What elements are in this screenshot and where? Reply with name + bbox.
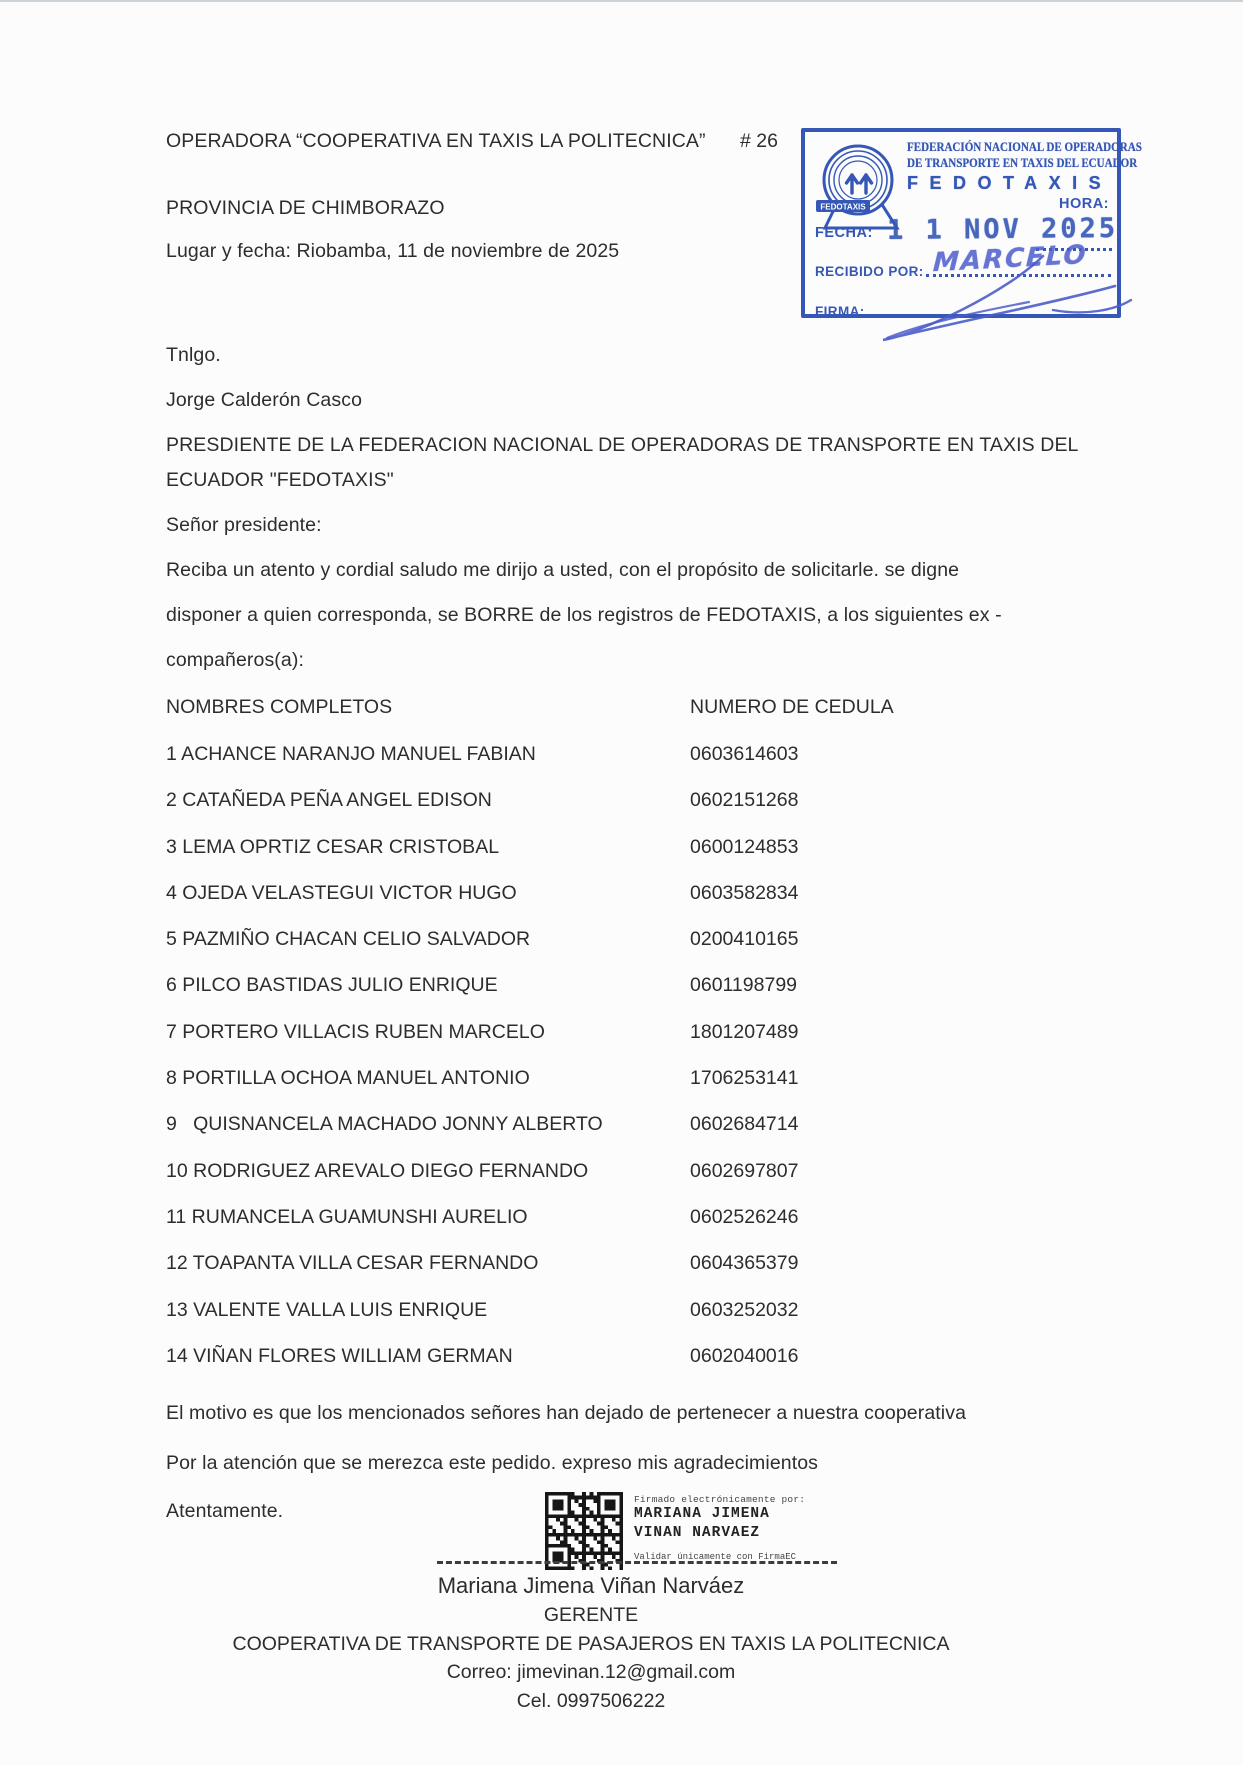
person-name: 4 OJEDA VELASTEGUI VICTOR HUGO <box>166 881 517 904</box>
signer-phone: Cel. 0997506222 <box>516 1689 666 1712</box>
table-row <box>166 1299 1086 1345</box>
cedula-column-header: NUMERO DE CEDULA <box>690 696 894 718</box>
esig-name-line1: MARIANA JIMENA <box>634 1506 770 1522</box>
recibido-label: RECIBIDO POR: <box>815 264 924 279</box>
cedula-number: 0200410165 <box>690 928 799 951</box>
recipient-position-line2: ECUADOR "FEDOTAXIS" <box>166 469 394 491</box>
operator-title: OPERADORA “COOPERATIVA EN TAXIS LA POLITECNICA” <box>166 130 706 152</box>
cedula-number: 0601198799 <box>690 974 798 997</box>
table-row <box>166 1206 1086 1252</box>
cedula-number: 0600124853 <box>690 835 799 858</box>
names-table <box>166 743 1086 1391</box>
cedula-number: 0603252032 <box>690 1298 799 1321</box>
esig-validation-note: Validar únicamente con FirmaEC <box>634 1552 797 1562</box>
person-name: 10 RODRIGUEZ AREVALO DIEGO FERNANDO <box>166 1159 589 1182</box>
table-row <box>166 836 1086 882</box>
signer-email: Correo: jimevinan.12@gmail.com <box>446 1661 736 1683</box>
cedula-number: 0603614603 <box>690 743 799 765</box>
person-name: 2 CATAÑEDA PEÑA ANGEL EDISON <box>166 789 492 812</box>
table-row <box>166 743 1086 789</box>
body-paragraph-line2: disponer a quien corresponda, se BORRE de los registros de FEDOTAXIS, a los siguientes ex - <box>166 604 1002 626</box>
person-name: 13 VALENTE VALLA LUIS ENRIQUE <box>166 1298 488 1321</box>
stamp-org-line2: DE TRANSPORTE EN TAXIS DEL ECUADOR <box>907 154 1138 170</box>
valediction: Atentamente. <box>166 1500 284 1522</box>
body-paragraph-line3: compañeros(a): <box>166 649 304 671</box>
cedula-number: 0602151268 <box>690 789 799 812</box>
person-name: 1 ACHANCE NARANJO MANUEL FABIAN <box>166 743 536 765</box>
table-row <box>166 882 1086 928</box>
stamp-org-line1: FEDERACIÓN NACIONAL DE OPERADORAS <box>907 139 1142 154</box>
signer-name: Mariana Jimena Viñan Narváez <box>437 1573 745 1598</box>
recipient-position-line1: PRESDIENTE DE LA FEDERACION NACIONAL DE OPERADORAS DE TRANSPORTE EN TAXIS DEL <box>166 434 1079 456</box>
cedula-number: 0602684714 <box>690 1113 799 1136</box>
place-date-line: Lugar y fecha: Riobamba, 11 de noviembre de 2025 <box>166 240 620 262</box>
person-name: 7 PORTERO VILLACIS RUBEN MARCELO <box>166 1020 545 1043</box>
table-row <box>166 1160 1086 1206</box>
esig-caption: Firmado electrónicamente por: <box>634 1494 806 1505</box>
table-header-row <box>166 696 1066 719</box>
logo-banner-label: FEDOTAXIS <box>820 202 866 212</box>
handwritten-signature <box>857 250 1137 360</box>
stamp-org-block <box>907 139 1142 194</box>
cedula-number: 0603582834 <box>690 881 799 904</box>
person-name: 12 TOAPANTA VILLA CESAR FERNANDO <box>166 1252 539 1275</box>
salutation: Señor presidente: <box>166 514 322 536</box>
names-column-header: NOMBRES COMPLETOS <box>166 696 393 718</box>
document-number: # 26 <box>740 130 778 152</box>
stamp-org-name: FEDOTAXIS <box>907 173 1113 193</box>
signer-title: GERENTE <box>543 1604 639 1626</box>
cedula-number: 0604365379 <box>690 1252 799 1275</box>
recipient-title: Tnlgo. <box>166 344 221 366</box>
table-row <box>166 1252 1086 1298</box>
person-name: 5 PAZMIÑO CHACAN CELIO SALVADOR <box>166 928 531 951</box>
fecha-label: FECHA: <box>815 225 873 241</box>
cedula-number: 0602526246 <box>690 1205 799 1228</box>
esig-name-line2: VINAN NARVAEZ <box>634 1525 761 1541</box>
body-paragraph-line1: Reciba un atento y cordial saludo me dirijo a usted, con el propósito de solicitarle. se digne <box>166 559 960 581</box>
closing-paragraph-1: El motivo es que los mencionados señores han dejado de pertenecer a nuestra cooperativa <box>166 1402 967 1424</box>
table-row <box>166 928 1086 974</box>
reception-stamp <box>801 128 1142 319</box>
table-row <box>166 1345 1086 1391</box>
cedula-number: 1801207489 <box>690 1020 799 1043</box>
person-name: 14 VIÑAN FLORES WILLIAM GERMAN <box>166 1344 513 1367</box>
person-name: 11 RUMANCELA GUAMUNSHI AURELIO <box>166 1205 528 1228</box>
person-name: 3 LEMA OPRTIZ CESAR CRISTOBAL <box>166 835 500 858</box>
table-row <box>166 789 1086 835</box>
recipient-name: Jorge Calderón Casco <box>166 389 363 411</box>
closing-paragraph-2: Por la atención que se merezca este pedido. expreso mis agradecimientos <box>166 1452 819 1474</box>
cedula-number: 0602040016 <box>690 1344 799 1367</box>
signer-organization: COOPERATIVA DE TRANSPORTE DE PASAJEROS EN TAXIS LA POLITECNICA <box>232 1632 950 1655</box>
qr-code-svg <box>545 1492 623 1570</box>
cedula-number: 0602697807 <box>690 1159 799 1182</box>
person-name: 9 QUISNANCELA MACHADO JONNY ALBERTO <box>166 1113 603 1136</box>
recibido-handwritten-name: MARCELO <box>932 239 1089 279</box>
table-row <box>166 1113 1086 1159</box>
cedula-number: 1706253141 <box>690 1067 799 1090</box>
signer-block <box>166 1571 1016 1715</box>
province-line: PROVINCIA DE CHIMBORAZO <box>166 197 445 219</box>
firma-label: FIRMA: <box>815 304 865 319</box>
hora-label: HORA: <box>1058 196 1109 212</box>
table-row <box>166 1067 1086 1113</box>
table-row <box>166 974 1086 1020</box>
signature-dashed-line <box>437 1561 837 1564</box>
person-name: 6 PILCO BASTIDAS JULIO ENRIQUE <box>166 974 498 997</box>
person-name: 8 PORTILLA OCHOA MANUEL ANTONIO <box>166 1067 530 1090</box>
table-row <box>166 1021 1086 1067</box>
date-stamp-value: 1 1 NOV 2025 <box>886 212 1118 247</box>
esignature-block <box>634 1494 805 1562</box>
